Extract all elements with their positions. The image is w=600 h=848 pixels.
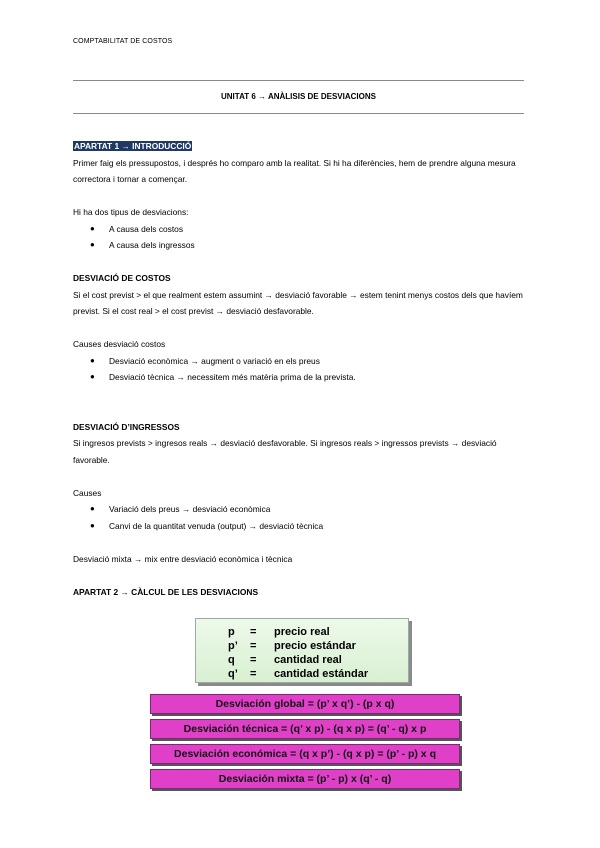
legend-equals: = bbox=[250, 640, 257, 652]
mixed-deviation-text: Desviació mixta → mix entre desviació econòmica i tècnica bbox=[73, 553, 293, 564]
document-header: COMPTABILITAT DE COSTOS bbox=[73, 38, 173, 45]
unit-title: UNITAT 6 → ANÀLISIS DE DESVIACIONS bbox=[221, 92, 376, 101]
legend-symbol: q bbox=[228, 654, 235, 666]
list-item-text: Canvi de la quantitat venuda (output) → desviació tècnica bbox=[109, 520, 324, 531]
formula-technical-deviation: Desviación técnica = (q’ x p) - (q x p) = (q’ - q) x p bbox=[150, 719, 460, 739]
list-item-text: A causa dels costos bbox=[109, 223, 184, 234]
legend-equals: = bbox=[250, 626, 257, 638]
list-item-text: A causa dels ingressos bbox=[109, 240, 195, 250]
types-intro: Hi ha dos tipus de desviacions: bbox=[73, 207, 189, 217]
header-rule-top bbox=[73, 80, 524, 81]
variables-legend bbox=[195, 618, 409, 683]
formula-economic-deviation: Desviación económica = (q x p’) - (q x p) = (p’ - p) x q bbox=[150, 744, 460, 764]
legend-description: cantidad estándar bbox=[274, 668, 369, 680]
list-item-text: Variació dels preus → desviació econòmica bbox=[109, 504, 271, 514]
intro-paragraph: Primer faig els pressupostos, i després ho comparo amb la realitat. Si hi ha diferències, hem de prendre alguna mesura correctora i tornar a començar. bbox=[73, 157, 516, 184]
list-item-text: Desviació tècnica → necessitem més matèria prima de la prevista. bbox=[109, 372, 356, 382]
cost-deviation-heading: DESVIACIÓ DE COSTOS bbox=[73, 273, 171, 283]
legend-row bbox=[228, 653, 342, 667]
section-2-heading: APARTAT 2 → CÀLCUL DE LES DESVIACIONS bbox=[73, 586, 259, 597]
legend-row bbox=[228, 639, 356, 653]
list-item bbox=[73, 501, 528, 518]
legend-description: precio real bbox=[274, 626, 330, 638]
income-deviation-text: Si ingresos prevists > ingresos reals → desviació desfavorable. Si ingresos reals > ingressos prevists → desviació favorable. bbox=[73, 438, 497, 465]
document-body bbox=[73, 138, 528, 600]
income-causes-heading: Causes bbox=[73, 487, 102, 498]
legend-description: cantidad real bbox=[274, 654, 342, 666]
legend-symbol: q’ bbox=[228, 668, 238, 680]
formula-mixed-deviation: Desviación mixta = (p’ - p) x (q’ - q) bbox=[150, 769, 460, 789]
bullet-icon: ● bbox=[90, 240, 95, 249]
bullet-icon: ● bbox=[90, 372, 95, 381]
list-item bbox=[73, 369, 528, 386]
cost-causes-heading: Causes desviació costos bbox=[73, 339, 166, 349]
bullet-icon: ● bbox=[90, 223, 95, 233]
cost-causes-list bbox=[73, 353, 528, 386]
formula-global-deviation: Desviación global = (p’ x q’) - (p x q) bbox=[150, 694, 460, 714]
income-causes-list bbox=[73, 501, 528, 534]
list-item bbox=[73, 518, 528, 535]
list-item-text: Desviació econòmica → augment o variació en els preus bbox=[109, 355, 320, 366]
legend-row bbox=[228, 625, 330, 639]
legend-symbol: p bbox=[228, 626, 235, 638]
legend-equals: = bbox=[250, 654, 257, 666]
bullet-icon: ● bbox=[90, 504, 95, 513]
cost-deviation-text: Si el cost previst > el que realment estem assumint → desviació favorable → estem tenint menys costos dels que havíem previst. Si el cost real > el cost previst → desviació desfavorable. bbox=[73, 289, 523, 316]
bullet-icon: ● bbox=[90, 355, 95, 365]
legend-equals: = bbox=[250, 668, 257, 680]
header-rule-bottom bbox=[73, 113, 524, 114]
list-item bbox=[73, 353, 528, 370]
list-item bbox=[73, 237, 528, 254]
types-list bbox=[73, 221, 528, 254]
income-deviation-heading: DESVIACIÓ D’INGRESSOS bbox=[73, 421, 180, 432]
legend-row bbox=[228, 667, 368, 681]
legend-description: precio estándar bbox=[274, 640, 356, 652]
list-item bbox=[73, 221, 528, 238]
bullet-icon: ● bbox=[90, 520, 95, 530]
deviation-formulas-diagram bbox=[150, 618, 460, 793]
legend-symbol: p’ bbox=[228, 640, 238, 652]
section-1-heading: APARTAT 1 → INTRODUCCIÓ bbox=[74, 141, 192, 151]
